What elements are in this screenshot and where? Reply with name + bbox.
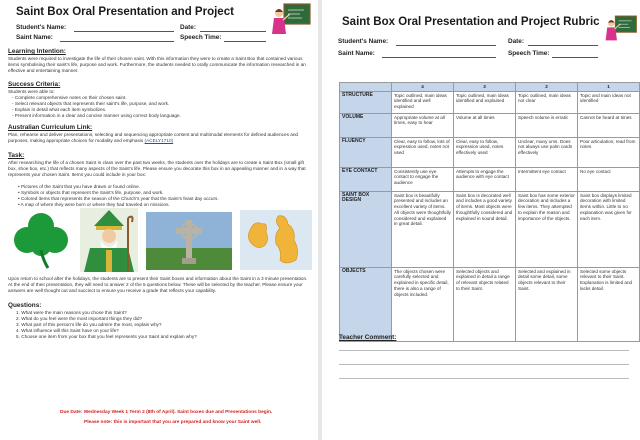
rubric-corner-cell xyxy=(340,83,392,92)
teacher-comment-label: Teacher Comment: xyxy=(339,334,397,341)
criterion-objects: OBJECTS xyxy=(340,267,392,341)
curriculum-link-text: Plan, rehearse and deliver presentations, selecting and sequencing appropriate content and multimodal elements for defined audiences and purposes, making appropriate choices for modality and emphasis (ACELY1710) xyxy=(8,132,299,143)
rubric-title: Saint Box Oral Presentation and Project Rubric xyxy=(342,16,600,28)
speech-time-line[interactable] xyxy=(224,41,266,42)
rubric-speech-time-label: Speech Time: xyxy=(508,50,550,57)
rubric-saint-name-line[interactable] xyxy=(382,57,496,58)
level-header: 4 xyxy=(392,83,454,92)
saint-name-label: Saint Name: xyxy=(16,34,53,41)
rubric-cell[interactable]: Appropriate volume at all times, easy to hear xyxy=(392,113,454,137)
saint-patrick-image xyxy=(80,208,138,272)
rubric-cell[interactable]: Topic outlined, main ideas identified and explained xyxy=(454,91,516,113)
teacher-at-board-icon xyxy=(604,14,638,49)
curriculum-link-heading: Australian Curriculum Link: xyxy=(8,124,93,131)
rubric-cell[interactable]: Cannot be heard at times xyxy=(578,113,640,137)
rubric-cell[interactable]: Volume at all times xyxy=(454,113,516,137)
rubric-student-name-label: Student's Name: xyxy=(338,38,389,45)
rubric-row xyxy=(340,113,640,137)
rubric-cell[interactable]: The objects chosen were carefully selected and explained in specific detail, there is also a range of objects included. xyxy=(392,267,454,341)
curriculum-code-link[interactable]: (ACELY1710) xyxy=(144,137,174,143)
preparation-note-text: Please note: this is important that you are prepared and know your Saint well. xyxy=(84,420,262,425)
ireland-map-image xyxy=(240,210,312,270)
task-text: After researching the life of a chosen Saint in class over the past two weeks, the students over the holidays are to create a Saint Box (small gift box, shoe box, etc.) that reflects many aspects of the Saint's life. Please ensure you decorate this box in an appealing manner and in a way that represents your chosen Saint. Items you could include in your box: xyxy=(8,160,306,177)
criterion-eye-contact: EYE CONTACT xyxy=(340,167,392,191)
task-items-list: • Pictures of the Saint that you have drawn or found online. • Symbols or objects that represent the Saint's life, purpose, and work. • Colored items that represents the season of the Church's year that the Saint's feast day occurs. • A map of where they were born or where they had traveled on missions. xyxy=(18,184,219,207)
success-criteria-heading: Success Criteria: xyxy=(8,81,61,88)
rubric-cell[interactable]: Topic outlined, main ideas not clear xyxy=(516,91,578,113)
success-criteria-list: Students were able to: - Complete comprehensive notes on their chosen saint. - Select relevant objects that represents their saint's life, purpose, and work. - Explain in detail what each item symbolizes. - Present information in a clear and concise manner using correct body language. xyxy=(8,89,181,118)
rubric-cell[interactable]: Saint box displays limited decoration with limited items within. Little to no explanation was given for each item. xyxy=(578,191,640,267)
rubric-cell[interactable]: Selected objects and explained in detail a range of relevant objects related to their Saint. xyxy=(454,267,516,341)
criterion-fluency: FLUENCY xyxy=(340,137,392,167)
rubric-cell[interactable]: Attempts to engage the audience with eye contact xyxy=(454,167,516,191)
questions-list: 1. What were the main reasons you chose this Saint? 2. What do you feel were the most important things they did? 3. What part of this person's life do you admire the most, explain why? 4. What influence will this Saint have on your life? 5. Choose one item from your box that you feel represents your Saint and explain why? xyxy=(16,310,197,339)
project-sheet xyxy=(0,0,318,440)
criterion-volume: VOLUME xyxy=(340,113,392,137)
rubric-cell[interactable]: Selected and explained in detail some detail, some objects relevant to their Saint. xyxy=(516,267,578,341)
rubric-cell[interactable]: Saint box has some exterior decoration and includes a few items. They attempted to explain the reason and importance of the objects. xyxy=(516,191,578,267)
rubric-row xyxy=(340,191,640,267)
rubric-row xyxy=(340,167,640,191)
rubric-row xyxy=(340,137,640,167)
rubric-cell[interactable]: Clear, easy to follow, lots of expression used, notes not used xyxy=(392,137,454,167)
speech-time-label: Speech Time: xyxy=(180,34,222,41)
teacher-comment-line[interactable] xyxy=(339,378,629,379)
task-heading: Task: xyxy=(8,152,25,159)
rubric-table xyxy=(339,82,640,342)
presentation-instructions-text: Upon return to school after the holidays, the students are to present their Saint boxes and information about the Saint in a 3 minute presentation. At the end of their presentation, they will need to answer 2 of the 5 questions below. These will be selected by the teacher. Please ensure your answers are well thought out and succinct to ensure you receive a grade that reflects your capability. xyxy=(8,276,308,293)
level-header: 2 xyxy=(516,83,578,92)
rubric-cell[interactable]: No eye contact xyxy=(578,167,640,191)
level-header: 1 xyxy=(578,83,640,92)
learning-intention-text: Students were required to investigate the life of their chosen saint. With this information they were to create a Saint Box that contained various items symbolising their saint's life, purpose and work. Furthermore, the students needed to orally communicate the information researched in an effective and entertaining manner. xyxy=(8,56,306,73)
rubric-cell[interactable]: Speech volume is erratic xyxy=(516,113,578,137)
criterion-structure: STRUCTURE xyxy=(340,91,392,113)
teacher-comment-line[interactable] xyxy=(339,350,629,351)
teacher-at-board-icon xyxy=(270,2,312,43)
rubric-cell[interactable]: Clear, easy to follow, expression used, notes effectively used xyxy=(454,137,516,167)
shamrock-image xyxy=(10,210,72,270)
rubric-row xyxy=(340,267,640,341)
rubric-cell[interactable]: Saint box is decorated well and includes a good variety of items. Most objects were thoughtfully considered and explained in sound detail. xyxy=(454,191,516,267)
rubric-row xyxy=(340,91,640,113)
learning-intention-heading: Learning Intention: xyxy=(8,48,66,55)
date-label: Date: xyxy=(180,24,196,31)
teacher-comment-line[interactable] xyxy=(339,364,629,365)
rubric-student-name-line[interactable] xyxy=(396,45,496,46)
rubric-cell[interactable]: Poor articulation, read from notes xyxy=(578,137,640,167)
student-name-label: Student's Name: xyxy=(16,24,67,31)
celtic-cross-image xyxy=(146,212,232,270)
project-title: Saint Box Oral Presentation and Project xyxy=(16,6,234,18)
rubric-cell[interactable]: Unclear, many ums. Does not always use palm cards effectively xyxy=(516,137,578,167)
rubric-date-label: Date: xyxy=(508,38,524,45)
due-date-text: Due Date: Wednesday Week 1 Term 2 (8th of April). Saint boxes due and Presentations begin. xyxy=(60,410,273,415)
saint-name-line[interactable] xyxy=(60,41,174,42)
rubric-header-row xyxy=(340,83,640,92)
questions-heading: Questions: xyxy=(8,302,42,309)
rubric-saint-name-label: Saint Name: xyxy=(338,50,375,57)
rubric-date-line[interactable] xyxy=(528,45,598,46)
rubric-cell[interactable]: Selected some objects relevant to their Saint. Explanation is limited and lacks detail. xyxy=(578,267,640,341)
rubric-cell[interactable]: Consistently use eye contact to engage the audience xyxy=(392,167,454,191)
rubric-cell[interactable]: Saint box is beautifully presented and includes an excellent variety of items. All objects were thoughtfully considered and explained in great detail. xyxy=(392,191,454,267)
criterion-saint-box-design: SAINT BOX DESIGN xyxy=(340,191,392,267)
rubric-cell[interactable]: Intermittent eye contact xyxy=(516,167,578,191)
rubric-speech-time-line[interactable] xyxy=(552,57,598,58)
student-name-line[interactable] xyxy=(74,31,174,32)
date-line[interactable] xyxy=(200,31,266,32)
level-header: 3 xyxy=(454,83,516,92)
rubric-cell[interactable]: Topic and main ideas not identified xyxy=(578,91,640,113)
rubric-sheet xyxy=(322,0,640,440)
rubric-cell[interactable]: Topic outlined, main ideas identified and well explained xyxy=(392,91,454,113)
